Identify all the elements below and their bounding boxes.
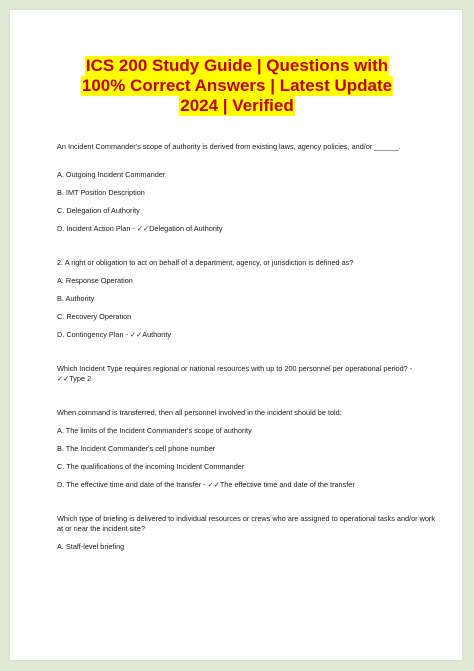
question-4-option-d: D. The effective time and date of the transfer - ✓✓The effective time and date of the transfer (57, 480, 355, 489)
question-4-option-a: A. The limits of the Incident Commander's scope of authority (57, 426, 252, 435)
question-2-text: 2. A right or obligation to act on behalf of a department, agency, or jurisdiction is defined as? (57, 258, 354, 267)
question-1-option-b: B. IMT Position Description (57, 188, 145, 197)
title-line-2: 100% Correct Answers | Latest Update (81, 76, 393, 95)
question-4-option-b: B. The Incident Commander's cell phone number (57, 444, 216, 453)
question-3-text: Which Incident Type requires regional or national resources with up to 200 personnel per operational period? - ✓✓Type 2 (57, 364, 413, 383)
question-1-option-c: C. Delegation of Authority (57, 206, 140, 215)
question-list (57, 142, 437, 560)
question-2-option-b: B. Authority (57, 294, 95, 303)
question-4-text: When command is transferred, then all personnel involved in the incident should be told: (57, 408, 342, 417)
question-1-text: An Incident Commander's scope of authority is derived from existing laws, agency policies, and/or ______. (57, 142, 401, 151)
question-2-option-a: A. Response Operation (57, 276, 133, 285)
question-2-option-d: D. Contingency Plan - ✓✓Authority (57, 330, 172, 339)
question-5-option-a: A. Staff-level briefing (57, 542, 125, 551)
question-5-text: Which type of briefing is delivered to individual resources or crews who are assigned to operational tasks and/or work at or near the incident site? (57, 514, 436, 533)
document-page (10, 10, 462, 660)
title-line-3: 2024 | Verified (180, 96, 294, 115)
question-1-option-d: D. Incident Action Plan - ✓✓Delegation of Authority (57, 224, 223, 233)
question-4-option-c: C. The qualifications of the incoming Incident Commander (57, 462, 245, 471)
question-2-option-c: C. Recovery Operation (57, 312, 132, 321)
title-line-1: ICS 200 Study Guide | Questions with (85, 56, 389, 75)
question-1-option-a: A. Outgoing Incident Commander (57, 170, 166, 179)
document-title (67, 56, 407, 116)
